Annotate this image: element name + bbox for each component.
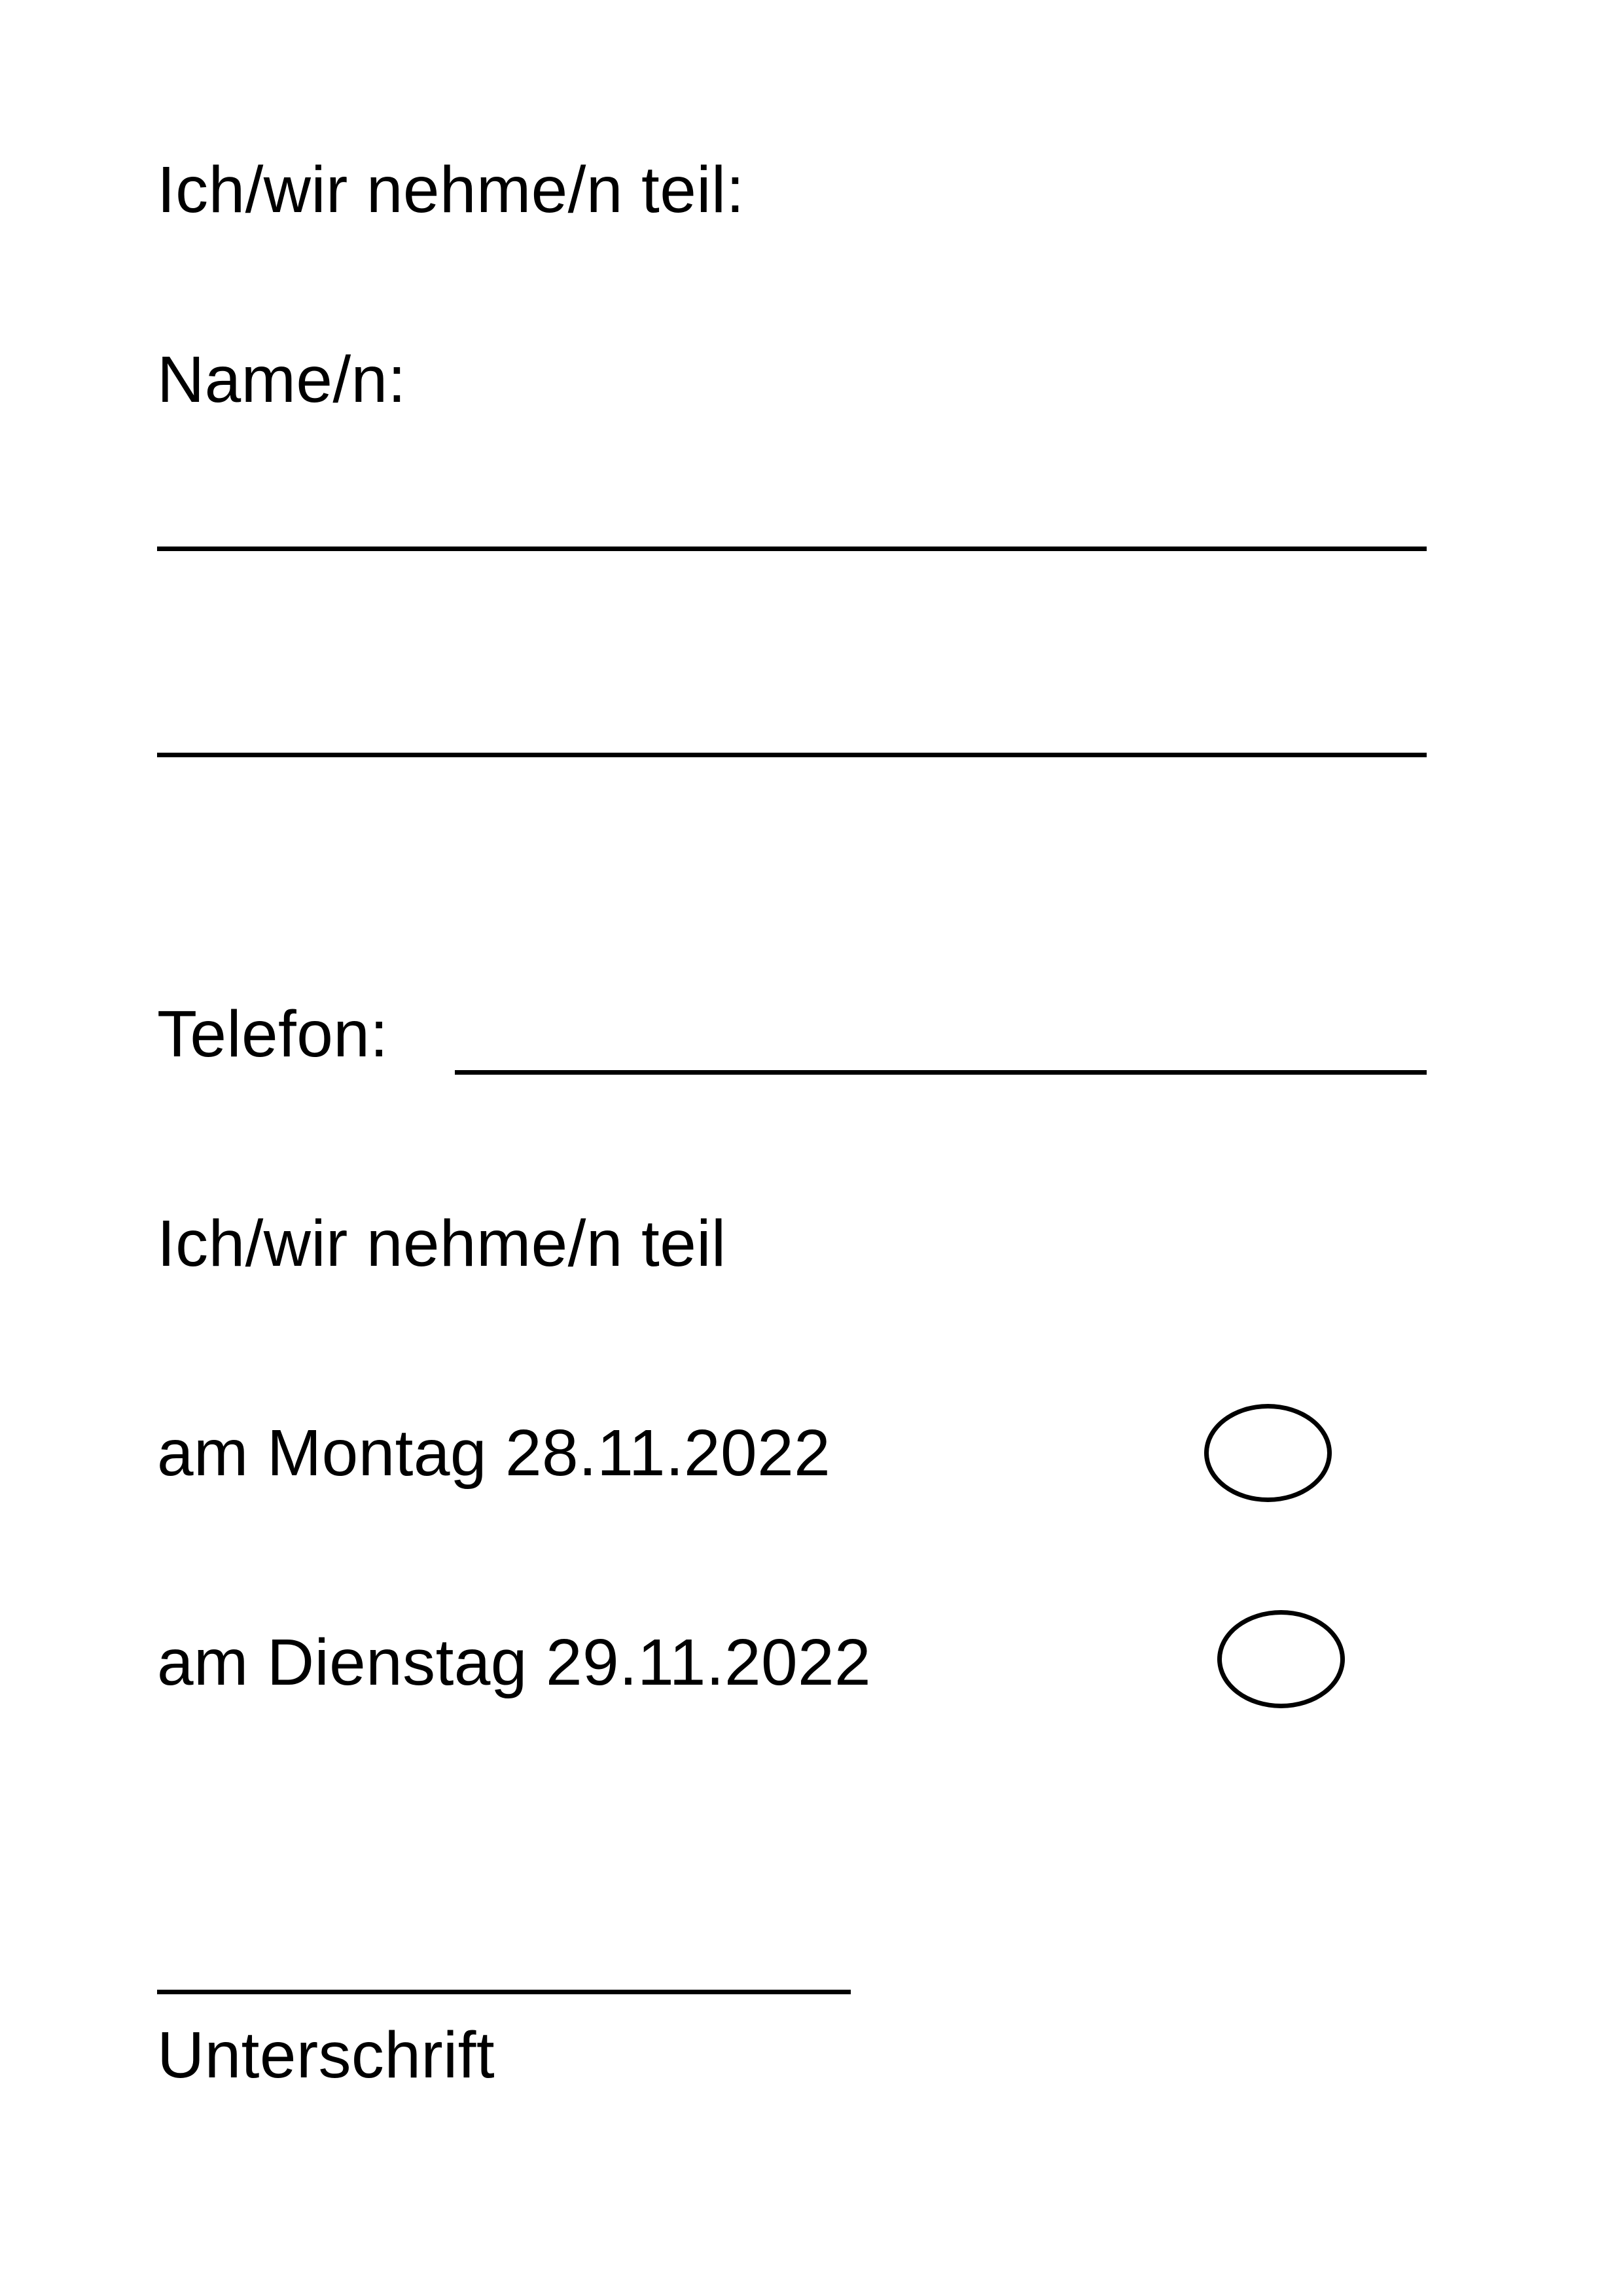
telefon-label: Telefon: xyxy=(157,997,389,1071)
form-heading: Ich/wir nehme/n teil: xyxy=(157,153,745,226)
option-checkbox-dienstag[interactable] xyxy=(1217,1610,1345,1708)
option-checkbox-montag[interactable] xyxy=(1204,1404,1332,1502)
telefon-input[interactable] xyxy=(455,1070,1427,1075)
name-line-2-input[interactable] xyxy=(157,753,1427,757)
name-label: Name/n: xyxy=(157,343,406,416)
signature-input[interactable] xyxy=(157,1990,851,1994)
option-label-dienstag: am Dienstag 29.11.2022 xyxy=(157,1626,872,1699)
participate-label: Ich/wir nehme/n teil xyxy=(157,1207,726,1280)
option-label-montag: am Montag 28.11.2022 xyxy=(157,1416,831,1490)
name-line-1-input[interactable] xyxy=(157,547,1427,551)
signature-label: Unterschrift xyxy=(157,2018,495,2092)
